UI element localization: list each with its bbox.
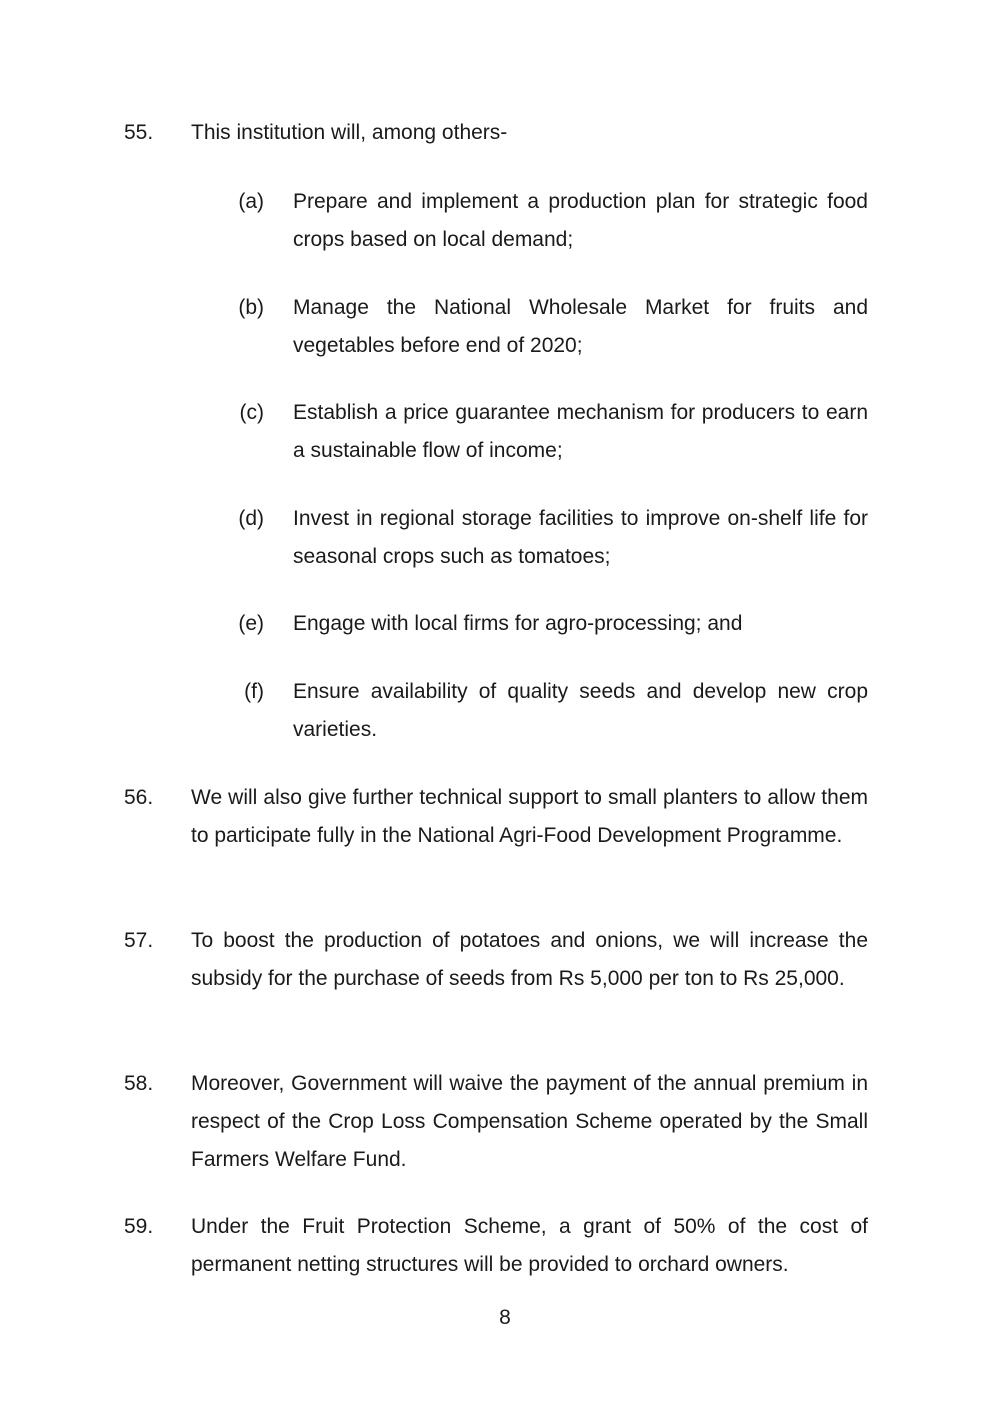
list-item-e [234, 605, 868, 643]
list-item-text: Manage the National Wholesale Market for fruits and vegetables before end of 2020; [293, 296, 868, 357]
list-item-text: Prepare and implement a production plan for strategic food crops based on local demand; [293, 190, 868, 251]
paragraph-text: Under the Fruit Protection Scheme, a grant of 50% of the cost of permanent netting structures will be provided to orchard owners. [191, 1215, 868, 1276]
list-item-label: (c) [239, 401, 264, 424]
paragraph-55 [124, 114, 868, 152]
paragraph-57 [124, 922, 868, 998]
list-item-text: Engage with local firms for agro-processing; and [293, 612, 743, 635]
list-item-d [234, 500, 868, 576]
list-item-b [234, 289, 868, 365]
paragraph-number: 55. [124, 121, 154, 144]
list-item-label: (e) [238, 612, 264, 635]
list-item-f [234, 673, 868, 749]
paragraph-text: Moreover, Government will waive the payment of the annual premium in respect of the Crop Loss Compensation Scheme operated by the Small Farmers Welfare Fund. [191, 1072, 868, 1171]
list-item-label: (b) [238, 296, 264, 319]
list-item-label: (d) [238, 507, 264, 530]
paragraph-number: 57. [124, 929, 154, 952]
paragraph-text: This institution will, among others- [191, 121, 508, 144]
paragraph-number: 58. [124, 1072, 154, 1095]
list-item-text: Establish a price guarantee mechanism for producers to earn a sustainable flow of income; [293, 401, 868, 462]
paragraph-number: 56. [124, 786, 154, 809]
list-item-text: Invest in regional storage facilities to improve on-shelf life for seasonal crops such as tomatoes; [293, 507, 868, 568]
page-number: 8 [499, 1306, 511, 1329]
paragraph-56 [124, 779, 868, 855]
list-item-label: (f) [244, 680, 264, 703]
paragraph-59 [124, 1208, 868, 1284]
paragraph-text: To boost the production of potatoes and onions, we will increase the subsidy for the purchase of seeds from Rs 5,000 per ton to Rs 25,000. [191, 929, 868, 990]
paragraph-number: 59. [124, 1215, 154, 1238]
list-item-text: Ensure availability of quality seeds and develop new crop varieties. [293, 680, 868, 741]
paragraph-text: We will also give further technical support to small planters to allow them to participate fully in the National Agri-Food Development Programme. [191, 786, 868, 847]
paragraph-58 [124, 1065, 868, 1179]
list-item-label: (a) [238, 190, 264, 213]
list-item-c [234, 394, 868, 470]
list-item-a [234, 183, 868, 259]
